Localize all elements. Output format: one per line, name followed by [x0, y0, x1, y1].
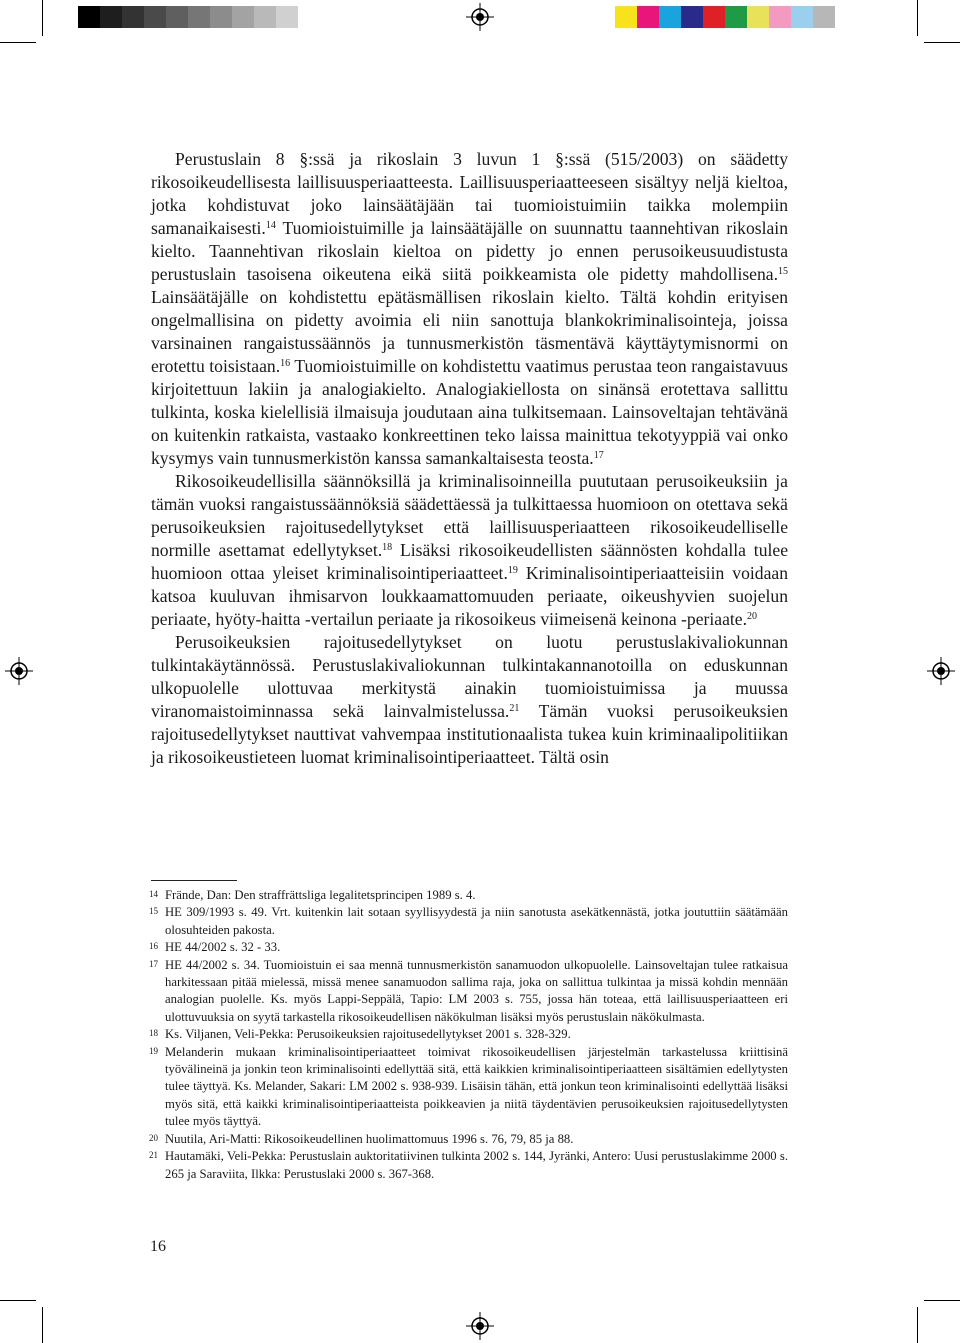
footnote — [149, 1148, 788, 1183]
footnote-number: 16 — [149, 941, 158, 952]
footnotes — [149, 887, 788, 1183]
crop-mark-bottom-right-h — [924, 1300, 960, 1301]
page-number: 16 — [150, 1238, 166, 1255]
footnote-number: 18 — [149, 1028, 158, 1039]
registration-mark-left-icon — [5, 657, 33, 685]
color-swatch — [813, 6, 835, 28]
color-swatch — [703, 6, 725, 28]
footnote-text: Melanderin mukaan kriminalisointiperiaatteet toimivat rikosoikeudellisen järjestelmän tarkastelussa kriittisinä työvälineinä ja jonkin teon kriminalisointi edellyttää sitä, että kaikkien kriminalisointiperiaatteen sisältämien edellytysten tulee täyttyä. Ks. Melander, Sakari: LM 2002 s. 938-939. Lisäisin tähän, että jonkun teon kriminalisointi edellyttää lisäksi myös sitä, että kaikki kriminalisointiperiaatteista poikkeavien ja niitä täydentävien perusoikeuksien rajoitusedellytysten tulee myös täyttyä. — [165, 1044, 788, 1129]
crop-mark-top-left-h — [0, 42, 36, 43]
paragraph-text: Tuomioistuimille on kohdistettu vaatimus perustaa teon rangaistavuus kirjoitettuun lakiin ja analogiakielto. Analogiakiellosta on sinänsä erotettava sallittu tulkinta, koska kielellisiä ilmaisuja joudutaan aina tulkitsemaan. Lainsoveltajan tehtävänä on kuitenkin ratkaista, vastaako konkreettinen teko laissa mainittua tekotyyppiä vai onko kysymys vain tunnusmerkistön kanssa samankaltaisesta teosta. — [151, 356, 788, 468]
footnote-text: HE 44/2002 s. 34. Tuomioistuin ei saa mennä tunnusmerkistön sanamuodon ulkopuolelle. Lainsoveltajan tulee ratkaisua harkitessaan pitää mielessä, missä menee sanamuodon sallima raja, joka on sallittua tulkintaa ja missä kohdin mennään analogian puolelle. Ks. myös Lappi-Seppälä, Tapio: LM 2003 s. 755, jossa hän toteaa, että laillisuusperiaatteen eri ulottuvuuksia on syytä tarkastella rikosoikeudellisen näkökulman lisäksi myös perustuslain näkökulmasta. — [165, 957, 788, 1024]
color-swatch — [681, 6, 703, 28]
footnote-text: HE 309/1993 s. 49. Vrt. kuitenkin lait sotaan syyllisyydestä ja niin sanotusta asekätkennästä, jotka joututtiin säätämään olosuhteiden pakosta. — [165, 905, 788, 937]
color-swatch — [769, 6, 791, 28]
footnote-number: 17 — [149, 958, 158, 969]
paragraph-text: Perustuslain 8 §:ssä ja rikoslain 3 luvun 1 §:ssä (515/2003) on säädetty rikosoikeudellisesta laillisuusperiaatteesta. Laillisuusperiaatteeseen sisältyy neljä kieltoa, jotka kohdistuvat joko lainsäätäjään tai tuomioistuimiin taikka molempiin samanaikaisesti. — [151, 149, 788, 238]
footnote-reference: 18 — [382, 542, 393, 553]
footnote-text: Ks. Viljanen, Veli-Pekka: Perusoikeuksien rajoitusedellytykset 2001 s. 328-329. — [165, 1027, 571, 1042]
footnote-reference: 15 — [778, 266, 788, 277]
color-swatch — [210, 6, 232, 28]
crop-mark-top-left-v — [42, 0, 43, 36]
crop-mark-bottom-left-h — [0, 1300, 36, 1301]
paragraph-text: Rikosoikeudellisilla säännöksillä ja kriminalisoinneilla puututaan perusoikeuksiin ja tämän vuoksi rangaistussäännöksiä säädettäessä ja tulkittaessa huomioon on otettava sekä perusoikeuksien rajoitusedellytykset että laillisuusperiaatteen rikosoikeudelliselle normille asettamat edellytykset. — [151, 471, 788, 560]
footnote-number: 15 — [149, 906, 158, 917]
footnote-reference: 20 — [746, 611, 757, 622]
color-swatch — [166, 6, 188, 28]
crop-mark-bottom-left-v — [42, 1307, 43, 1343]
footnote-text: Nuutila, Ari-Matti: Rikosoikeudellinen huolimattomuus 1996 s. 76, 79, 85 ja 88. — [165, 1131, 574, 1146]
color-swatch — [747, 6, 769, 28]
paragraph-text: Kriminalisointiperiaatteisiin voidaan katsoa kuuluvan ihmisarvon loukkaamattomuuden periaate, oikeushyvien suojelun periaate, hyöty-haitta -vertailun periaate ja rikosoikeus viimeisenä keinona -periaate. — [151, 563, 788, 629]
color-swatch — [122, 6, 144, 28]
footnote-text: Hautamäki, Veli-Pekka: Perustuslain auktoritatiivinen tulkinta 2002 s. 144, Jyränki, Antero: Uusi perustuslakimme 2000 s. 265 ja Saraviita, Ilkka: Perustuslaki 2000 s. 367-368. — [165, 1149, 788, 1181]
paragraph-text: Lisäksi rikosoikeudellisten säännösten kohdalla tulee huomioon ottaa yleiset kriminalisointiperiaatteet. — [151, 540, 788, 583]
footnote-text: HE 44/2002 s. 32 - 33. — [165, 940, 281, 955]
footnote-reference: 17 — [593, 450, 604, 461]
paragraph-text: Tämän vuoksi perusoikeuksien rajoitusedellytykset nauttivat vahvempaa institutionaalista tukea kuin kriminaalipolitiikan ja rikosoikeustieteen luomat kriminalisointiperiaatteet. Tältä osin — [151, 701, 788, 767]
footnote — [149, 1044, 788, 1131]
footnote-reference: 16 — [280, 358, 291, 369]
color-swatch — [276, 6, 298, 28]
color-swatch — [615, 6, 637, 28]
crop-mark-top-right-h — [924, 42, 960, 43]
footnote — [149, 1131, 788, 1148]
footnote-reference: 19 — [507, 565, 518, 576]
grayscale-color-bar — [78, 6, 298, 28]
footnote-number: 19 — [149, 1045, 158, 1056]
footnote-reference: 14 — [265, 220, 276, 231]
footnote-reference: 21 — [509, 703, 520, 714]
paragraph-text: Perusoikeuksien rajoitusedellytykset on luotu perustuslakivaliokunnan tulkintakäytännössä. Perustuslakivaliokunnan tulkintakannanotoilla on eduskunnan ulkopuolelle ulottuvaa merkitystä ainakin tuomioistuimissa ja muussa viranomaistoiminnassa sekä lainvalmistelussa. — [151, 632, 788, 721]
color-swatch — [637, 6, 659, 28]
registration-mark-right-icon — [927, 657, 955, 685]
paragraph — [151, 470, 788, 631]
footnote-number: 20 — [149, 1132, 158, 1143]
footnote — [149, 957, 788, 1027]
color-swatch — [659, 6, 681, 28]
crop-mark-bottom-right-v — [917, 1307, 918, 1343]
color-swatch — [188, 6, 210, 28]
footnote-text: Frände, Dan: Den straffrättsliga legalitetsprincipen 1989 s. 4. — [165, 888, 476, 902]
registration-mark-top-icon — [466, 3, 494, 31]
footnote-number: 21 — [149, 1150, 158, 1161]
paragraph-text: Tuomioistuimille ja lainsäätäjälle on suunnattu taannehtivan rikoslain kielto. Taannehtivan rikoslain kieltoa on pidetty jo ennen perusoikeusuudistusta perustuslain tasoisena oikeutena eikä siitä poikkeamista ole pidetty mahdollisena. — [151, 218, 788, 284]
footnote — [149, 939, 788, 956]
color-swatch — [254, 6, 276, 28]
cmyk-color-bar — [615, 6, 835, 28]
footnote — [149, 887, 788, 904]
paragraph — [151, 631, 788, 769]
color-swatch — [725, 6, 747, 28]
color-swatch — [144, 6, 166, 28]
paragraph — [151, 148, 788, 470]
footnote-number: 14 — [149, 889, 158, 899]
footnote — [149, 1026, 788, 1043]
color-swatch — [100, 6, 122, 28]
color-swatch — [78, 6, 100, 28]
registration-mark-bottom-icon — [466, 1312, 494, 1340]
paragraph-text: Lainsäätäjälle on kohdistettu epätäsmällisen rikoslain kielto. Tältä kohdin erityisen ongelmallisina on pidetty avoimia eli niin sanottuja blankokriminalisointeja, joissa varsinainen rangaistussäännös ja tunnusmerkistön täsmentävä käyttäytymisnormi on erotettu toisistaan. — [151, 287, 788, 376]
footnote — [149, 904, 788, 939]
color-swatch — [791, 6, 813, 28]
color-swatch — [232, 6, 254, 28]
footnote-separator — [151, 880, 237, 881]
body-text — [151, 148, 788, 769]
crop-mark-top-right-v — [917, 0, 918, 36]
